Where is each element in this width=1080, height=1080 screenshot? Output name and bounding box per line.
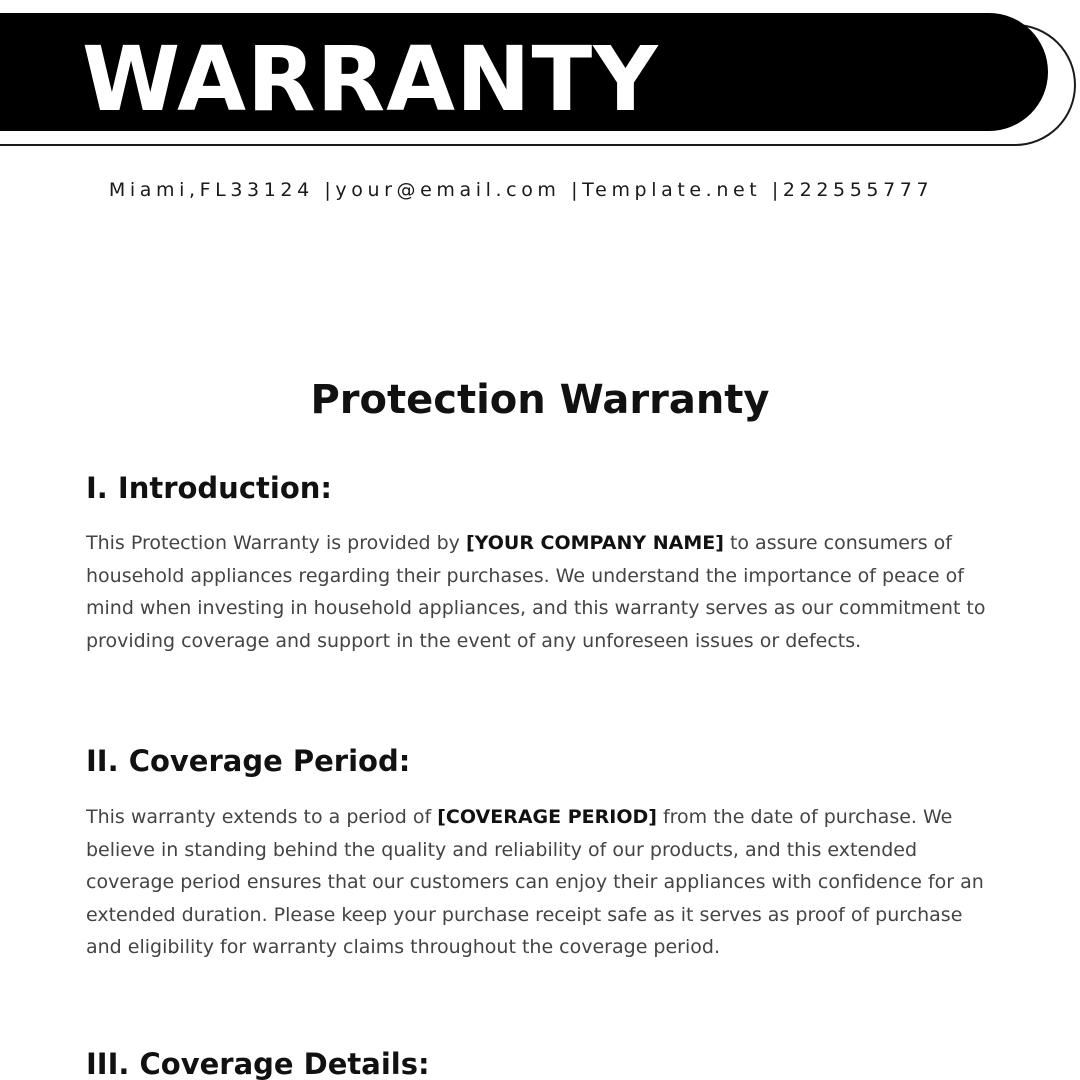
section-heading-coverage-period: II. Coverage Period: <box>86 744 411 778</box>
company-name-placeholder: [YOUR COMPANY NAME] <box>465 532 724 554</box>
intro-text-start: This Protection Warranty is provided by <box>86 532 466 554</box>
intro-text-end: to assure consumers of household appliances regarding their purchases. We understand the importance of peace of mind when investing in household appliances, and this warranty serves as our commitment to providing coverage and support in the event of any unforeseen issues or defects. <box>86 532 986 652</box>
document-title: Protection Warranty <box>310 377 770 423</box>
section-heading-introduction: I. Introduction: <box>86 471 332 505</box>
coverage-text-start: This warranty extends to a period of <box>86 806 438 828</box>
header-banner <box>0 13 1048 131</box>
banner-title: WARRANTY <box>82 27 659 131</box>
section-text-introduction <box>86 527 996 657</box>
coverage-period-placeholder: [COVERAGE PERIOD] <box>437 806 657 828</box>
section-text-coverage-period <box>86 801 996 964</box>
section-heading-coverage-details: III. Coverage Details: <box>86 1047 430 1080</box>
coverage-text-end: from the date of purchase. We believe in standing behind the quality and reliability of our products, and this extended coverage period ensures that our customers can enjoy their appliances with confidence for an extended duration. Please keep your purchase receipt safe as it serves as proof of purchase and eligibility for warranty claims throughout the coverage period. <box>86 806 984 958</box>
contact-line: Miami,FL33124 |your@email.com |Template.net |222555777 <box>108 179 934 201</box>
